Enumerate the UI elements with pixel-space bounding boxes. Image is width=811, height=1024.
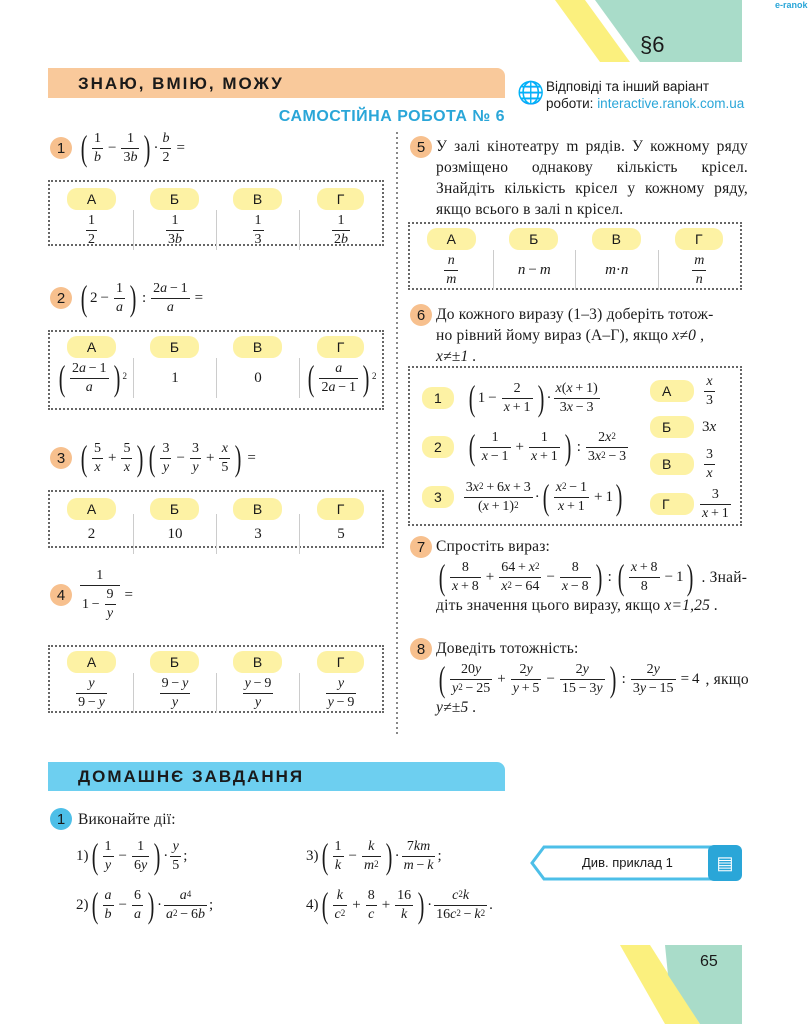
option-b: Б — [150, 336, 199, 358]
task-8 — [408, 638, 753, 718]
online-answers-note — [546, 78, 744, 112]
task-number: 6 — [410, 304, 432, 326]
option-expression: 3 x — [702, 418, 717, 435]
option-a: А — [67, 651, 116, 673]
homework-task-1 — [50, 808, 176, 830]
item-expression: ( 1 x − 1 + 1 x + 1 ) : 2 x $^2$ 3 x $^2$ − 3 — [468, 427, 627, 467]
task-5 — [408, 136, 748, 220]
item-label: 2 — [422, 436, 454, 458]
item-expression: ( k c $^2$ + 8 c + 16 k ) · c $^2$ k 16 c $^2$ − k $^2$ . — [321, 885, 493, 925]
item-expression: ( a b − 6 a ) · a $^4$ a $^2$ − 6 b ; — [91, 885, 214, 925]
task-text: , якщо — [705, 670, 749, 688]
section-heading-knowing: ЗНАЮ, ВМІЮ, МОЖУ — [48, 68, 505, 98]
task-text: Виконайте дії: — [78, 810, 176, 828]
task-text: . Знай- — [701, 568, 748, 586]
task-number: 1 — [50, 808, 72, 830]
task-number: 7 — [410, 536, 432, 558]
section-number: §6 — [640, 32, 665, 57]
task-expression: ( 2 − 1 a ) : 2 a − 1 a = — [80, 278, 207, 318]
globe-icon: 🌐 — [517, 80, 545, 105]
task-number: 5 — [410, 136, 432, 158]
answer-value: n m — [446, 252, 457, 287]
answer-value: 2 — [87, 525, 96, 542]
option-v: В — [650, 453, 694, 475]
work-title: САМОСТІЙНА РОБОТА № 6 — [278, 108, 505, 125]
task-text: У залі кінотеатру m рядів. У кожному ряду розміщено однакову кількість крісел. Знайдіть кількість крісел у кожному ряду, якщо всього в залі n крісел. — [436, 138, 748, 218]
answer-value: 10 — [133, 514, 216, 554]
task-text: Спростіть вираз: — [436, 538, 551, 555]
task-3 — [50, 440, 259, 476]
item-expression: ( 1 − 2 x + 1 ) · x ( x + 1) 3 x − 3 — [468, 378, 598, 418]
homework-item-3 — [306, 838, 442, 874]
answer-table-3 — [48, 490, 384, 548]
answer-value: y 9 − y — [78, 675, 105, 710]
task-condition: x≠0 , — [672, 327, 705, 344]
task-number: 2 — [50, 287, 72, 309]
task-text: діть значення цього виразу, якщо — [436, 597, 661, 614]
answer-value: 5 — [299, 514, 382, 554]
homework-item-1 — [76, 838, 187, 874]
option-a: А — [427, 228, 476, 250]
see-example-link[interactable] — [530, 845, 742, 881]
option-a: А — [650, 380, 694, 402]
item-label: 1 — [422, 387, 454, 409]
online-note-line: Відповіді та інший варіант — [546, 79, 710, 94]
item-label: 4) — [306, 896, 319, 913]
answer-value: y − 9 y — [216, 673, 299, 713]
item-label: 2) — [76, 896, 89, 913]
task-7 — [408, 536, 753, 616]
answer-value: ( 2 a − 1 a ) $^2$ — [58, 358, 127, 398]
answer-value: m n — [658, 250, 741, 290]
online-link[interactable]: interactive.ranok.com.ua — [597, 96, 745, 111]
option-g: Г — [650, 493, 694, 515]
answer-value: ( a 2 a − 1 ) $^2$ — [299, 358, 382, 398]
item-label: 3 — [422, 486, 454, 508]
option-v: В — [233, 188, 282, 210]
task-number: 4 — [50, 584, 72, 606]
option-expression: x 3 — [706, 373, 713, 408]
task-condition: x=1,25 . — [664, 597, 719, 614]
item-label: 3) — [306, 847, 319, 864]
task-expression: ( 20 y y $^2$ − 25 + 2 y y + 5 − 2 y 15 − 3 y ) : 2 y 3 y − 15 = 4 — [438, 659, 700, 699]
answer-value: 1 — [133, 358, 216, 398]
option-expression: 3 x — [706, 446, 713, 481]
option-v: В — [233, 336, 282, 358]
answer-value: n − m — [493, 250, 576, 290]
task-number: 3 — [50, 447, 72, 469]
option-b: Б — [509, 228, 558, 250]
option-b: Б — [150, 188, 199, 210]
task-condition: y≠±5 . — [436, 699, 477, 716]
homework-item-4 — [306, 887, 493, 923]
answer-table-5 — [408, 222, 742, 290]
task-1 — [50, 130, 188, 166]
answer-table-4 — [48, 645, 384, 713]
matching-table-6 — [408, 366, 742, 526]
task-expression: ( 8 x + 8 + 64 + x $^2$ x $^2$ − 64 − 8 x − 8 ) : ( x + 8 8 − 1 ) — [438, 557, 693, 597]
answer-table-2 — [48, 330, 384, 410]
option-b: Б — [150, 651, 199, 673]
task-number: 1 — [50, 137, 72, 159]
answer-value: 1 3 — [216, 210, 299, 250]
task-condition: x≠±1 . — [436, 348, 477, 365]
answer-value: 1 3 b — [133, 210, 216, 250]
task-text: но рівний йому вираз (А–Г), якщо — [436, 327, 669, 344]
task-expression: 1 1 − 9 y = — [82, 568, 136, 621]
book-icon: ▤ — [708, 845, 742, 881]
task-4 — [50, 568, 136, 622]
task-expression: ( 5 x + 5 x ) ( 3 y − 3 y + x 5 ) = — [80, 438, 259, 478]
see-example-label: Див. приклад 1 — [582, 855, 673, 870]
item-expression: 3 x $^2$ + 6 x + 3 ( x + 1) $^2$ · ( x $^2$ − 1 x + 1 + 1 ) — [465, 477, 623, 517]
option-v: В — [233, 651, 282, 673]
homework-item-2 — [76, 887, 213, 923]
item-expression: ( 1 k − k m $^2$ ) · 7 k m m − k ; — [321, 836, 442, 876]
option-b: Б — [150, 498, 199, 520]
answer-value: 9 − y y — [133, 673, 216, 713]
task-6 — [408, 304, 748, 367]
item-label: 1) — [76, 847, 89, 864]
option-v: В — [233, 498, 282, 520]
option-a: А — [67, 336, 116, 358]
option-g: Г — [317, 188, 365, 210]
task-2 — [50, 280, 206, 316]
online-note-prefix: роботи: — [546, 96, 598, 111]
option-a: А — [67, 188, 116, 210]
homework-heading: ДОМАШНЄ ЗАВДАННЯ — [48, 762, 505, 791]
option-g: Г — [317, 498, 365, 520]
option-g: Г — [675, 228, 723, 250]
answer-value: m · n — [575, 250, 658, 290]
answer-value: 3 — [216, 514, 299, 554]
task-expression: ( 1 b − 1 3 b ) · b 2 = — [80, 128, 188, 168]
option-expression: 3 x + 1 — [702, 486, 729, 521]
task-number: 8 — [410, 638, 432, 660]
answer-table-1 — [48, 180, 384, 246]
task-text: До кожного виразу (1–3) доберіть тотож- — [436, 306, 714, 323]
option-v: В — [592, 228, 641, 250]
answer-value: y y − 9 — [299, 673, 382, 713]
option-a: А — [67, 498, 116, 520]
option-g: Г — [317, 651, 365, 673]
option-b: Б — [650, 416, 694, 438]
task-text: Доведіть тотожність: — [436, 640, 579, 657]
answer-value: 1 2 — [88, 212, 95, 247]
option-g: Г — [317, 336, 365, 358]
item-expression: ( 1 y − 1 6 y ) · y 5 ; — [91, 836, 188, 876]
answer-value: 0 — [216, 358, 299, 398]
answer-value: 1 2 b — [299, 210, 382, 250]
page-number: 65 — [700, 953, 718, 970]
publisher-logo: e-ranok — [775, 0, 808, 10]
